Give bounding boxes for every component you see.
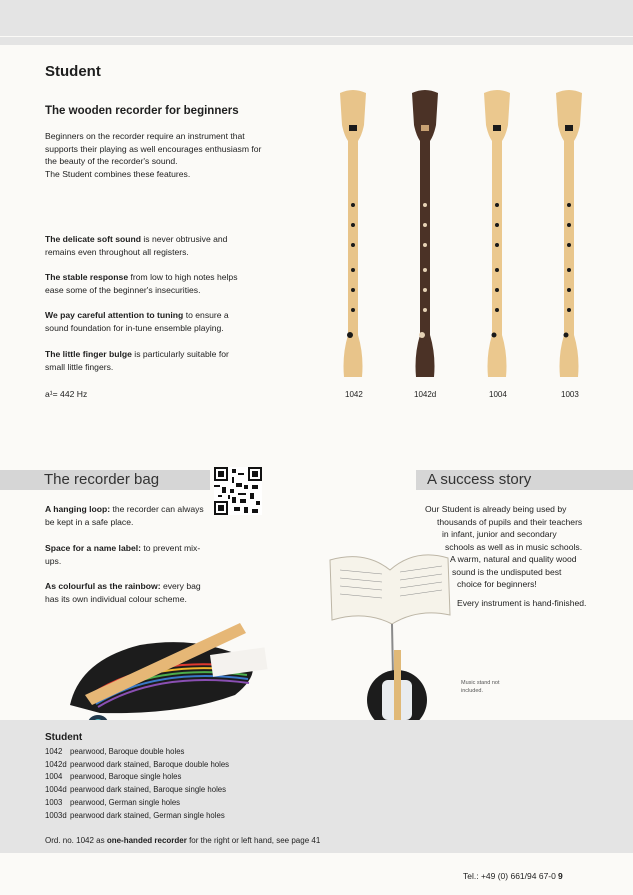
- success-line-7: choice for beginners!: [457, 579, 537, 589]
- order-note-bold: one-handed recorder: [106, 836, 187, 845]
- product-desc: pearwood dark stained, Baroque double holes: [70, 759, 230, 769]
- success-line-3: in infant, junior and secondary: [442, 529, 557, 539]
- product-code: 1003d: [45, 810, 67, 820]
- recorders-illustration: [320, 85, 620, 385]
- intro-paragraph-1: Beginners on the recorder require an instrument that supports their playing as well encourages enthusiasm for the beauty of the recorder's sound.: [45, 131, 262, 166]
- product-row: [45, 784, 229, 797]
- bag-feature-3: [45, 580, 205, 605]
- success-line-2: thousands of pupils and their teachers: [437, 516, 583, 527]
- product-list-title: Student: [45, 732, 83, 743]
- bag-feature-2-text: to prevent mix-ups.: [45, 543, 201, 566]
- product-row: [45, 759, 229, 772]
- intro-text: [45, 130, 275, 180]
- recorder-label-1003: 1003: [561, 390, 579, 399]
- feature-4: [45, 348, 245, 373]
- feature-2-bold: The stable response: [45, 272, 129, 282]
- feature-2: [45, 271, 245, 296]
- feature-4-text: is particularly suitable for small little fingers.: [45, 349, 229, 372]
- recorder-label-1042: 1042: [345, 390, 363, 399]
- feature-1-bold: The delicate soft sound: [45, 234, 141, 244]
- product-code: 1004d: [45, 785, 67, 795]
- feature-1: [45, 233, 245, 258]
- top-divider: [0, 37, 633, 45]
- product-desc: pearwood dark stained, Baroque single holes: [70, 785, 227, 795]
- bag-heading: The recorder bag: [44, 471, 160, 488]
- bag-feature-3-text: every bag has its own individual colour scheme.: [45, 581, 201, 604]
- feature-1-text: is never obtrusive and remains even throughout all registers.: [45, 234, 228, 257]
- feature-3-bold: We pay careful attention to tuning: [45, 310, 184, 320]
- recorder-label-1004: 1004: [489, 390, 507, 399]
- bag-heading-band: [0, 470, 210, 490]
- feature-2-text: from low to high notes helps ease some of the beginner's insecurities.: [45, 272, 238, 295]
- pitch-label: a¹= 442 Hz: [45, 389, 88, 399]
- intro-paragraph-2: The Student combines these features.: [45, 168, 191, 179]
- product-code: 1042: [45, 747, 63, 756]
- product-code: 1004: [45, 772, 63, 782]
- product-row: [45, 797, 229, 810]
- success-line-5: A warm, natural and quality wood: [450, 554, 577, 564]
- order-note-post: for the right or left hand, see page 41: [186, 836, 321, 845]
- recorder-1042d-image: [412, 90, 438, 377]
- page-title: Student: [45, 63, 101, 80]
- subtitle: The wooden recorder for beginners: [45, 105, 239, 117]
- recorder-1003-image: [556, 90, 582, 377]
- feature-4-bold: The little finger bulge: [45, 349, 132, 359]
- product-row: [45, 771, 229, 784]
- product-code: 1003: [45, 797, 63, 807]
- bag-feature-3-bold: As colourful as the rainbow:: [45, 581, 161, 591]
- recorder-label-1042d: 1042d: [414, 390, 437, 399]
- success-line-1: Our Student is already being used by: [425, 504, 567, 514]
- success-line-6: sound is the undisputed best: [452, 566, 562, 577]
- product-row: [45, 810, 229, 823]
- product-code: 1042d: [45, 759, 67, 769]
- bag-feature-1-text: the recorder can always be kept in a safe place.: [45, 504, 204, 527]
- product-desc: pearwood, Baroque single holes: [70, 772, 182, 782]
- success-closing: Every instrument is hand-finished.: [457, 597, 587, 608]
- recorder-1042-image: [340, 90, 366, 377]
- footer-phone: Tel.: +49 (0) 661/94 67-0: [463, 871, 556, 881]
- product-desc: pearwood, German single holes: [70, 797, 181, 807]
- product-desc: pearwood dark stained, German single holes: [70, 810, 225, 820]
- order-note-pre: Ord. no. 1042 as: [45, 836, 107, 845]
- order-note: [45, 836, 320, 845]
- product-list: [45, 746, 229, 822]
- success-heading-band: [416, 470, 633, 490]
- product-desc: pearwood, Baroque double holes: [70, 747, 185, 756]
- success-heading: A success story: [427, 471, 532, 488]
- bag-feature-2: [45, 542, 205, 567]
- feature-3-text: to ensure a sound foundation for in-tune ensemble playing.: [45, 310, 229, 333]
- bag-feature-1-bold: A hanging loop:: [45, 504, 111, 514]
- recorder-1004-image: [484, 90, 510, 377]
- success-line-4: schools as well as in music schools.: [445, 541, 583, 552]
- page-number: 9: [558, 871, 563, 881]
- bag-feature-2-bold: Space for a name label:: [45, 543, 141, 553]
- feature-3: [45, 309, 245, 334]
- product-row: [45, 746, 229, 759]
- music-stand-note: Music stand not included.: [461, 680, 500, 694]
- bag-feature-1: [45, 503, 205, 528]
- qr-code-icon[interactable]: [214, 467, 262, 515]
- top-band: [0, 0, 633, 36]
